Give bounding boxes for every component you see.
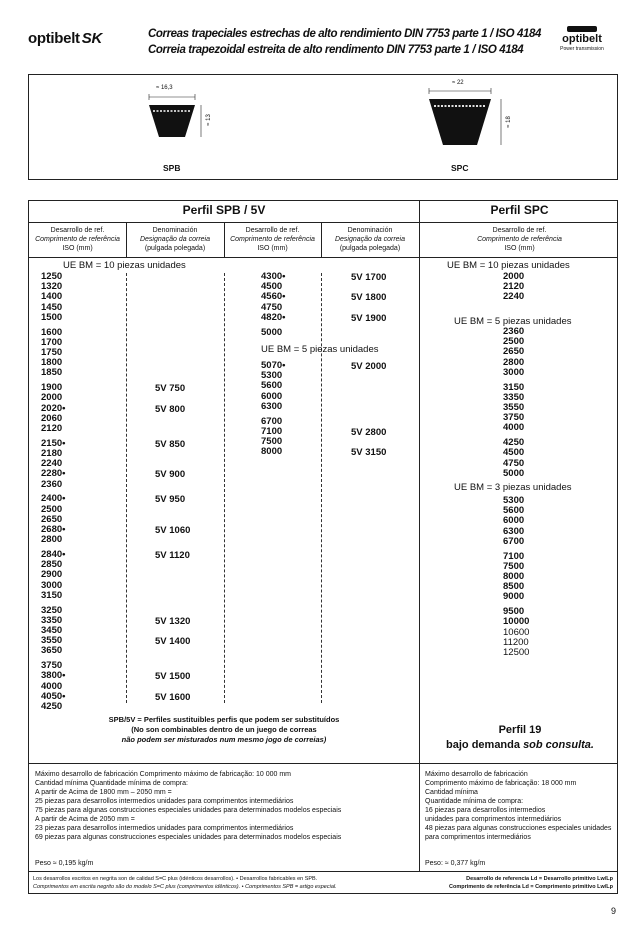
profile-diagram-box	[28, 74, 618, 180]
spb-length-9: 1850	[41, 367, 63, 379]
spb-designation-b-2: 5V 1900	[351, 312, 387, 324]
spb-col3-header: Desarrollo de ref. Comprimento de referência ISO (mm)	[230, 227, 315, 252]
spb-length-3: 1450	[41, 301, 63, 313]
spc-length-a-1: 2120	[503, 281, 525, 293]
spb-info-line: Máximo desarrollo de fabricación Comprimento máximo de fabricação: 10 000 mm	[35, 771, 291, 778]
spb-designation-8: 5V 1400	[155, 636, 191, 648]
spb-length-b-5: 5000	[261, 326, 283, 338]
spc-length-c-5: 7100	[503, 550, 525, 562]
spc-col-header: Desarrollo de ref. Comprimento de referência ISO (mm)	[477, 227, 562, 252]
spc-length-c-2: 6000	[503, 515, 525, 527]
spb-length-33: 3550	[41, 635, 63, 647]
spb-length-c-6: 7100	[261, 425, 283, 437]
profile-19-note: Perfil 19 bajo demanda sob consulta.	[446, 724, 594, 751]
spc-info-line: 48 piezas para algunas construcciones especiales unidades	[425, 825, 612, 832]
spc-manufacturing-info	[425, 770, 615, 842]
spb-length-34: 3650	[41, 645, 63, 657]
spb-designation-c-0: 5V 2000	[351, 361, 387, 372]
spc-length-c-0: 5300	[503, 495, 525, 506]
spb-cross-section-icon	[149, 94, 201, 137]
spb-length-12: 2020•	[41, 402, 66, 414]
belt-length-table	[28, 200, 618, 764]
spc-length-c-9: 9000	[503, 591, 525, 603]
brand-name: optibelt	[28, 30, 80, 47]
spb-designation-6: 5V 1120	[155, 550, 190, 561]
spb-length-26: 2850	[41, 559, 63, 571]
spc-length-d-0: 10600	[503, 626, 530, 638]
optibelt-logo	[546, 26, 618, 52]
spc-ue10-label: UE BM = 10 piezas unidades	[447, 260, 570, 271]
spb-height-dim: ≈ 13	[205, 114, 212, 126]
spb-length-23: 2680•	[41, 524, 66, 535]
spc-info-line: Máximo desarrollo de fabricación	[425, 771, 528, 778]
spc-label: SPC	[451, 163, 469, 173]
spc-info-line: Cantidad mínima	[425, 789, 478, 796]
spb-col2-header: Denominación Designação da correia (pulgada polegada)	[139, 227, 211, 252]
spb-length-c-2: 5600	[261, 380, 283, 392]
logo-subtitle: Power transmission	[560, 46, 604, 52]
spc-length-b-11: 4500	[503, 447, 525, 459]
spc-length-b-3: 2800	[503, 356, 525, 368]
spb-designation-3: 5V 900	[155, 469, 186, 481]
spb-info-line: Cantidad mínima Quantidade mínima de compra:	[35, 780, 188, 787]
spb-length-6: 1700	[41, 336, 63, 348]
spc-length-b-7: 3550	[503, 402, 525, 413]
spb-designation-c-1: 5V 2800	[351, 426, 387, 438]
spb-length-11: 2000	[41, 392, 63, 404]
spb-length-37: 4000	[41, 680, 63, 692]
spb-length-2: 1400	[41, 291, 63, 303]
spc-length-b-9: 4000	[503, 422, 525, 434]
spb-designation-5: 5V 1060	[155, 525, 191, 536]
spb-col4-header: Denominación Designação da correia (pulgada polegada)	[334, 227, 406, 252]
spb-length-b-4: 4820•	[261, 311, 286, 323]
spc-length-d-1: 11200	[503, 636, 529, 648]
title-spanish: Correas trapeciales estrechas de alto rendimiento DIN 7753 parte 1 / ISO 4184	[148, 28, 541, 40]
spc-length-c-11: 10000	[503, 616, 530, 628]
spb-manufacturing-info	[35, 770, 415, 842]
spb-length-8: 1800	[41, 357, 63, 369]
spb-length-c-8: 8000	[261, 446, 283, 458]
spc-length-b-8: 3750	[503, 412, 525, 424]
spc-length-c-3: 6300	[503, 525, 525, 537]
spb-designation-4: 5V 950	[155, 494, 186, 506]
spb-length-b-3: 4750	[261, 301, 283, 313]
title-portuguese: Correia trapezoidal estreita de alto rendimento DIN 7753 parte 1 / ISO 4184	[148, 44, 524, 56]
spb-length-c-0: 5070•	[261, 360, 286, 371]
spb-designation-b-0: 5V 1700	[351, 272, 387, 283]
spb-length-39: 4250	[41, 701, 63, 712]
page-header	[28, 26, 618, 66]
spc-length-c-1: 5600	[503, 505, 525, 517]
spb-length-0: 1250	[41, 271, 63, 282]
spc-length-b-4: 3000	[503, 366, 525, 378]
logo-mark-icon	[567, 26, 597, 32]
spb-length-20: 2400•	[41, 493, 66, 505]
spb-length-5: 1600	[41, 326, 63, 338]
spb-designation-b-1: 5V 1800	[351, 292, 387, 304]
spc-height-dim: ≈ 18	[505, 116, 512, 128]
manufacturing-info	[28, 764, 618, 872]
spb-length-17: 2240	[41, 458, 63, 470]
spb-designation-1: 5V 800	[155, 403, 186, 415]
spc-length-c-4: 6700	[503, 535, 525, 547]
spb-length-30: 3250	[41, 604, 63, 616]
spc-length-c-10: 9500	[503, 606, 525, 618]
spb-length-25: 2840•	[41, 549, 66, 560]
spb-length-b-0: 4300•	[261, 271, 286, 282]
spb-length-31: 3350	[41, 614, 63, 626]
legend-footnote	[28, 872, 618, 894]
spb-length-c-4: 6300	[261, 400, 283, 412]
spb-designation-c-2: 5V 3150	[351, 447, 387, 459]
spb-length-21: 2500	[41, 503, 63, 515]
spc-length-c-8: 8500	[503, 581, 525, 593]
spb-length-32: 3450	[41, 625, 63, 636]
spc-length-b-1: 2500	[503, 336, 525, 348]
brand-logo	[28, 30, 102, 47]
spb-length-13: 2060	[41, 412, 63, 424]
spb-length-10: 1900	[41, 382, 63, 394]
spb-info-line: 23 piezas para desarrollos intermedios unidades para comprimentos intermediários	[35, 825, 294, 832]
spb-ue5-label: UE BM = 5 piezas unidades	[261, 344, 379, 355]
logo-name: optibelt	[562, 33, 602, 45]
spc-length-d-2: 12500	[503, 647, 530, 658]
spb-length-c-5: 6700	[261, 415, 283, 427]
spb-length-18: 2280•	[41, 468, 66, 480]
spc-length-a-0: 2000	[503, 271, 525, 282]
spc-length-b-2: 2650	[503, 346, 525, 358]
spc-info-line: unidades para comprimentos intermediários	[425, 816, 562, 823]
spb-designation-10: 5V 1600	[155, 691, 191, 703]
spc-cross-section-icon	[429, 88, 501, 145]
spb-col1-header: Desarrollo de ref. Comprimento de referência ISO (mm)	[35, 227, 120, 252]
spc-info-line: para comprimentos intermediários	[425, 834, 531, 841]
spb-length-b-1: 4500	[261, 281, 283, 293]
spb-length-19: 2360	[41, 478, 63, 490]
reference-length-legend: Desarrollo de referencia Ld = Desarrollo primitivo Lw/Lp Comprimento de referência Ld = Comprimento primitivo Lw/Lp	[449, 876, 613, 890]
spb-length-15: 2150•	[41, 437, 66, 449]
spc-length-c-7: 8000	[503, 571, 525, 582]
spb-label: SPB	[163, 163, 181, 173]
spc-info-line: Quantidade mínima de compra:	[425, 798, 524, 805]
spc-length-b-0: 2360	[503, 326, 525, 337]
page-number: 9	[610, 906, 616, 916]
substitution-note: SPB/5V = Perfiles sustituibles perfis que podem ser substituídos (No son combinables dentro de un juego de correas não podem ser misturados num mesmo jogo de correias)	[108, 715, 340, 744]
bold-legend: Los desarrollos escritos en negrita son de calidad S=C plus (idénticos desarrollos). • Desarrollos fabricables en SPB. Comprimentos em escrita negrito são do modelo S=C plus (comprimentos idênticos). • Comprimentos SPB = artigo especial.	[33, 876, 337, 890]
spb-length-22: 2650	[41, 513, 63, 525]
spb-length-29: 3150	[41, 589, 63, 601]
spb-title: Perfil SPB / 5V	[182, 203, 266, 217]
spb-length-1: 1320	[41, 281, 63, 293]
spb-length-b-2: 4560•	[261, 291, 286, 303]
brand-suffix: SK	[81, 30, 103, 47]
spc-width-dim: ≈ 22	[452, 80, 464, 86]
belt-cross-sections	[29, 75, 619, 181]
spb-info-line: 25 piezas para desarrollos intermedios unidades para comprimentos intermediários	[35, 798, 294, 805]
spb-width-dim: ≈ 16,3	[156, 85, 173, 91]
spb-length-28: 3000	[41, 579, 63, 591]
spb-info-line: A partir de Acima de 2050 mm =	[35, 816, 135, 823]
spb-length-4: 1500	[41, 311, 63, 323]
spc-length-b-5: 3150	[503, 381, 525, 393]
spb-length-14: 2120	[41, 423, 63, 434]
spb-length-c-1: 5300	[261, 370, 283, 382]
spb-length-36: 3800•	[41, 670, 66, 682]
spc-length-b-12: 4750	[503, 457, 525, 469]
spc-length-a-2: 2240	[503, 291, 525, 303]
spb-length-24: 2800	[41, 534, 63, 546]
spb-info-line: A partir de Acima de 1800 mm – 2050 mm =	[35, 789, 172, 796]
spb-length-c-7: 7500	[261, 436, 283, 447]
spb-length-38: 4050•	[41, 690, 66, 702]
spb-length-c-3: 6000	[261, 390, 283, 402]
spc-length-b-6: 3350	[503, 391, 525, 403]
spb-designation-7: 5V 1320	[155, 615, 191, 627]
spb-designation-0: 5V 750	[155, 383, 186, 395]
spc-length-c-6: 7500	[503, 560, 525, 572]
spb-info-line: 69 piezas para algunas construcciones especiales unidades para determinados modelos especiais	[35, 834, 342, 841]
spc-length-b-13: 5000	[503, 467, 525, 479]
spc-info-line: 16 piezas para desarrollos intermedios	[425, 807, 546, 814]
spc-ue5-label: UE BM = 5 piezas unidades	[454, 316, 572, 327]
spb-ue10-label: UE BM = 10 piezas unidades	[63, 260, 186, 271]
spb-weight: Peso ≈ 0,195 kg/m	[35, 860, 94, 867]
spb-designation-2: 5V 850	[155, 438, 186, 450]
spb-length-27: 2900	[41, 569, 63, 581]
spc-length-b-10: 4250	[503, 437, 525, 449]
spc-ue3-label: UE BM = 3 piezas unidades	[454, 482, 572, 493]
spb-length-35: 3750	[41, 660, 63, 672]
spb-length-7: 1750	[41, 347, 63, 358]
spc-weight: Peso: ≈ 0,377 kg/m	[425, 860, 486, 867]
spc-info-line: Comprimento máximo de fabricação: 18 000 mm	[425, 780, 577, 787]
spb-designation-9: 5V 1500	[155, 671, 191, 683]
spc-title: Perfil SPC	[490, 203, 549, 217]
spb-length-16: 2180	[41, 448, 63, 459]
spb-info-line: 75 piezas para algunas construcciones especiales unidades para determinados modelos especiais	[35, 807, 342, 814]
